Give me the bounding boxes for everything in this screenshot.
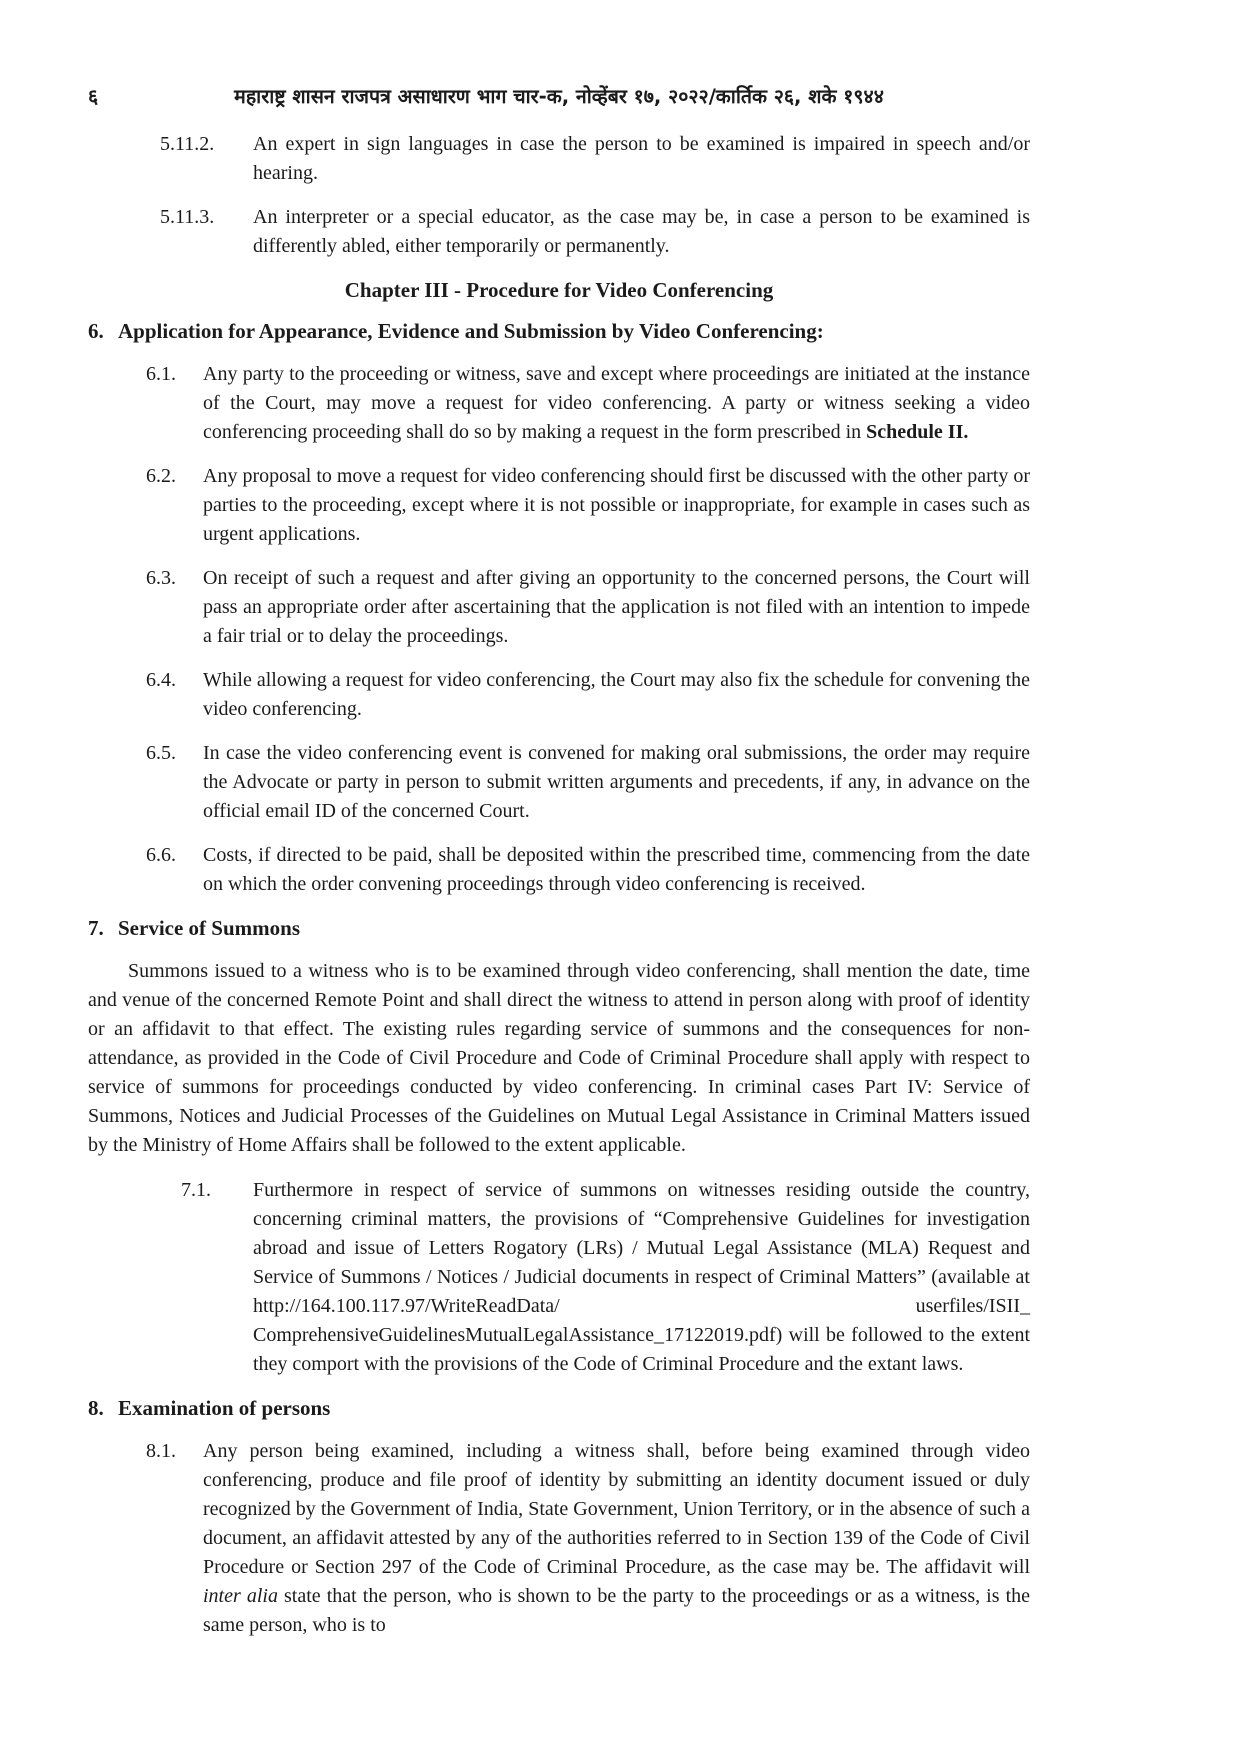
clause-number: 6.6. [146, 844, 176, 866]
schedule-ii-bold-text: Schedule II. [866, 421, 969, 443]
clause-5-11-2 [88, 130, 1030, 188]
clause-text: Costs, if directed to be paid, shall be deposited within the prescribed time, commencing from the date on which the order convening proceedings through video conferencing is received. [203, 844, 1030, 895]
section-7-heading [88, 914, 1030, 943]
inter-alia-italic-text: inter alia [203, 1585, 278, 1607]
clause-number: 8.1. [146, 1440, 176, 1462]
clause-6-1 [88, 360, 1030, 447]
section-title: Service of Summons [118, 916, 300, 940]
clause-6-3 [88, 564, 1030, 651]
page-header [88, 84, 1030, 110]
section-7-paragraph: Summons issued to a witness who is to be examined through video conferencing, shall mention the date, time and venue of the concerned Remote Point and shall direct the witness to attend in person along with proof of identity or an affidavit to that effect. The existing rules regarding service of summons and the consequences for non-attendance, as provided in the Code of Civil Procedure and Code of Criminal Procedure shall apply with respect to service of summons for proceedings conducted by video conferencing. In criminal cases Part IV: Service of Summons, Notices and Judicial Processes of the Guidelines on Mutual Legal Assistance in Criminal Matters issued by the Ministry of Home Affairs shall be followed to the extent applicable. [88, 960, 1030, 1156]
clause-number: 6.3. [146, 567, 176, 589]
clause-number: 6.5. [146, 742, 176, 764]
clause-number: 6.4. [146, 669, 176, 691]
section-number: 6. [88, 319, 104, 343]
clause-text: While allowing a request for video conferencing, the Court may also fix the schedule for convening the video conferencing. [203, 669, 1030, 720]
clause-number: 5.11.2. [160, 133, 215, 155]
clause-text [203, 360, 1030, 447]
clause-6-5 [88, 739, 1030, 826]
clause-number: 5.11.3. [160, 206, 215, 228]
clause-text: Furthermore in respect of service of summons on witnesses residing outside the country, concerning criminal matters, the provisions of “Comprehensive Guidelines for investigation abroad and issue of Letters Rogatory (LRs) / Mutual Legal Assistance (MLA) Request and Service of Summons / Notices / Judicial documents in respect of Criminal Matters” (available at http://164.100.117.97/WriteReadData/ userfiles/ISII_ ComprehensiveGuidelinesMutualLegalAssistance_17122019.pdf) will be followed to the extent they comport with the provisions of the Code of Criminal Procedure and the extant laws. [253, 1179, 1030, 1375]
clause-text: An expert in sign languages in case the person to be examined is impaired in speech and/or hearing. [253, 133, 1030, 184]
clause-number: 7.1. [181, 1179, 211, 1201]
clause-6-2 [88, 462, 1030, 549]
clause-7-1 [88, 1176, 1030, 1379]
section-6-heading [88, 317, 1030, 346]
clause-text: Any proposal to move a request for video conferencing should first be discussed with the other party or parties to the proceeding, except where it is not possible or inappropriate, for example in cases such as urgent applications. [203, 465, 1031, 545]
clause-number: 6.2. [146, 465, 176, 487]
clause-text-main: Any person being examined, including a witness shall, before being examined through video conferencing, produce and file proof of identity by submitting an identity document issued or duly recognized by the Government of India, State Government, Union Territory, or in the absence of such a document, an affidavit attested by any of the authorities referred to in Section 139 of the Code of Civil Procedure or Section 297 of the Code of Criminal Procedure, as the case may be. The affidavit will [203, 1440, 1030, 1578]
clause-8-1 [88, 1437, 1030, 1640]
clause-6-4 [88, 666, 1030, 724]
section-title: Examination of persons [118, 1396, 331, 1420]
section-title: Application for Appearance, Evidence and Submission by Video Conferencing: [118, 319, 824, 343]
clause-number: 6.1. [146, 363, 176, 385]
clause-text-continued: state that the person, who is shown to be the party to the proceedings or as a witness, is the same person, who is to [203, 1585, 1030, 1636]
section-8-heading [88, 1394, 1030, 1423]
clause-6-6 [88, 841, 1030, 899]
clause-text [203, 1437, 1030, 1640]
clause-5-11-3 [88, 203, 1030, 261]
clause-text-main: Any party to the proceeding or witness, save and except where proceedings are initiated at the instance of the Court, may move a request for video conferencing. A party or witness seeking a video conferencing proceeding shall do so by making a request in the form prescribed in [203, 363, 1030, 443]
clause-text: In case the video conferencing event is convened for making oral submissions, the order may require the Advocate or party in person to submit written arguments and precedents, if any, in advance on the official email ID of the concerned Court. [203, 742, 1030, 822]
section-number: 7. [88, 916, 104, 940]
clause-text: An interpreter or a special educator, as the case may be, in case a person to be examined is differently abled, either temporarily or permanently. [253, 206, 1030, 257]
gazette-header-title: महाराष्ट्र शासन राजपत्र असाधारण भाग चार-क, नोव्हेंबर १७, २०२२/कार्तिक २६, शके १९४४ [234, 85, 884, 108]
chapter-3-heading: Chapter III - Procedure for Video Conferencing [344, 278, 774, 302]
section-number: 8. [88, 1396, 104, 1420]
page-number: ६ [88, 85, 99, 108]
clause-text: On receipt of such a request and after giving an opportunity to the concerned persons, the Court will pass an appropriate order after ascertaining that the application is not filed with an intention to impede a fair trial or to delay the proceedings. [203, 567, 1030, 647]
